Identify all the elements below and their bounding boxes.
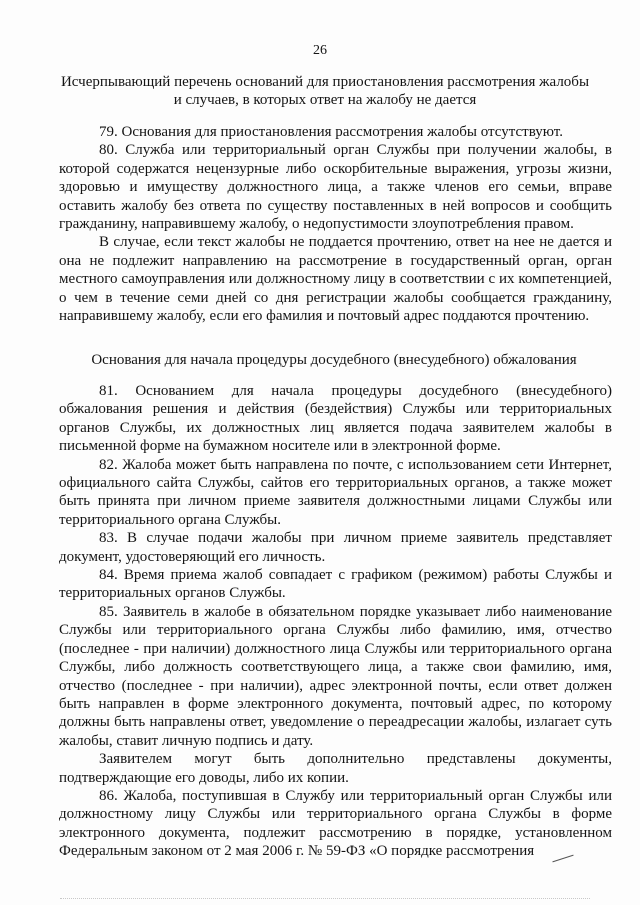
section-heading-suspension-grounds: Исчерпывающий перечень оснований для приостановления рассмотрения жалобы и случаев, в которых ответ на жалобу не дается: [60, 74, 590, 108]
paragraph-80-continuation: В случае, если текст жалобы не поддается прочтению, ответ на нее не дается и она не подлежит направлению на рассмотрение в государственный орган, орган местного самоуправления или должностному лицу в соответствии с их компетенцией, о чем в течение семи дней со дня регистрации жалобы сообщается гражданину, направившему жалобу, если его фамилия и почтовый адрес поддаются прочтению.: [59, 234, 612, 325]
section-body-appeal-grounds: [59, 382, 612, 861]
scan-edge: [60, 898, 590, 899]
page-number: 26: [313, 43, 327, 58]
paragraph-81: 81. Основанием для начала процедуры досудебного (внесудебного) обжалования решения и действия (бездействия) Службы или территориальных органов Службы, их должностных лиц является подача заявителем жалобы в письменной форме на бумажном носителе или в электронной форме.: [59, 383, 612, 455]
section-heading-appeal-grounds: Основания для начала процедуры досудебного (внесудебного) обжалования: [91, 352, 577, 368]
section-body-suspension-grounds: [59, 123, 612, 325]
paragraph-86: 86. Жалоба, поступившая в Службу или территориальный орган Службы или должностному лицу Службы или территориального органа Службы в форме электронного документа, подлежит рассмотрению в порядке, установленном Федеральным законом от 2 мая 2006 г. № 59-ФЗ «О порядке рассмотрения: [59, 787, 612, 860]
paragraph-79: 79. Основания для приостановления рассмотрения жалобы отсутствуют.: [99, 124, 563, 140]
paragraph-85: 85. Заявитель в жалобе в обязательном порядке указывает либо наименование Службы или территориального органа Службы либо фамилию, имя, отчество (последнее - при наличии) должностного лица Службы или территориального органа Службы, либо должность соответствующего лица, а также свои фамилию, имя, отчество (последнее - при наличии), адрес электронной почты, если ответ должен быть направлен в форме электронного документа, почтовый адрес, по которому должны быть направлены ответ, уведомление о переадресации жалобы, излагает суть жалобы, ставит личную подпись и дату.: [59, 603, 612, 749]
paragraph-82: 82. Жалоба может быть направлена по почте, с использованием сети Интернет, официального сайта Службы, сайтов его территориальных органов, а также может быть принята при личном приеме заявителя должностными лицами Службы или территориального органа Службы.: [59, 456, 612, 528]
paragraph-85-continuation: Заявителем могут быть дополнительно представлены документы, подтверждающие его доводы, либо их копии.: [59, 751, 612, 786]
paragraph-80: 80. Служба или территориальный орган Службы при получении жалобы, в которой содержатся нецензурные либо оскорбительные выражения, угрозы жизни, здоровью и имуществу должностного лица, а также членов его семьи, вправе оставить жалобу без ответа по существу поставленных в ней вопросов и сообщить гражданину, направившему жалобу, о недопустимости злоупотребления правом.: [59, 142, 612, 233]
paragraph-84: 84. Время приема жалоб совпадает с графиком (режимом) работы Службы и территориальных органов Службы.: [59, 567, 612, 602]
paragraph-83: 83. В случае подачи жалобы при личном приеме заявитель представляет документ, удостоверяющий его личность.: [59, 530, 612, 565]
